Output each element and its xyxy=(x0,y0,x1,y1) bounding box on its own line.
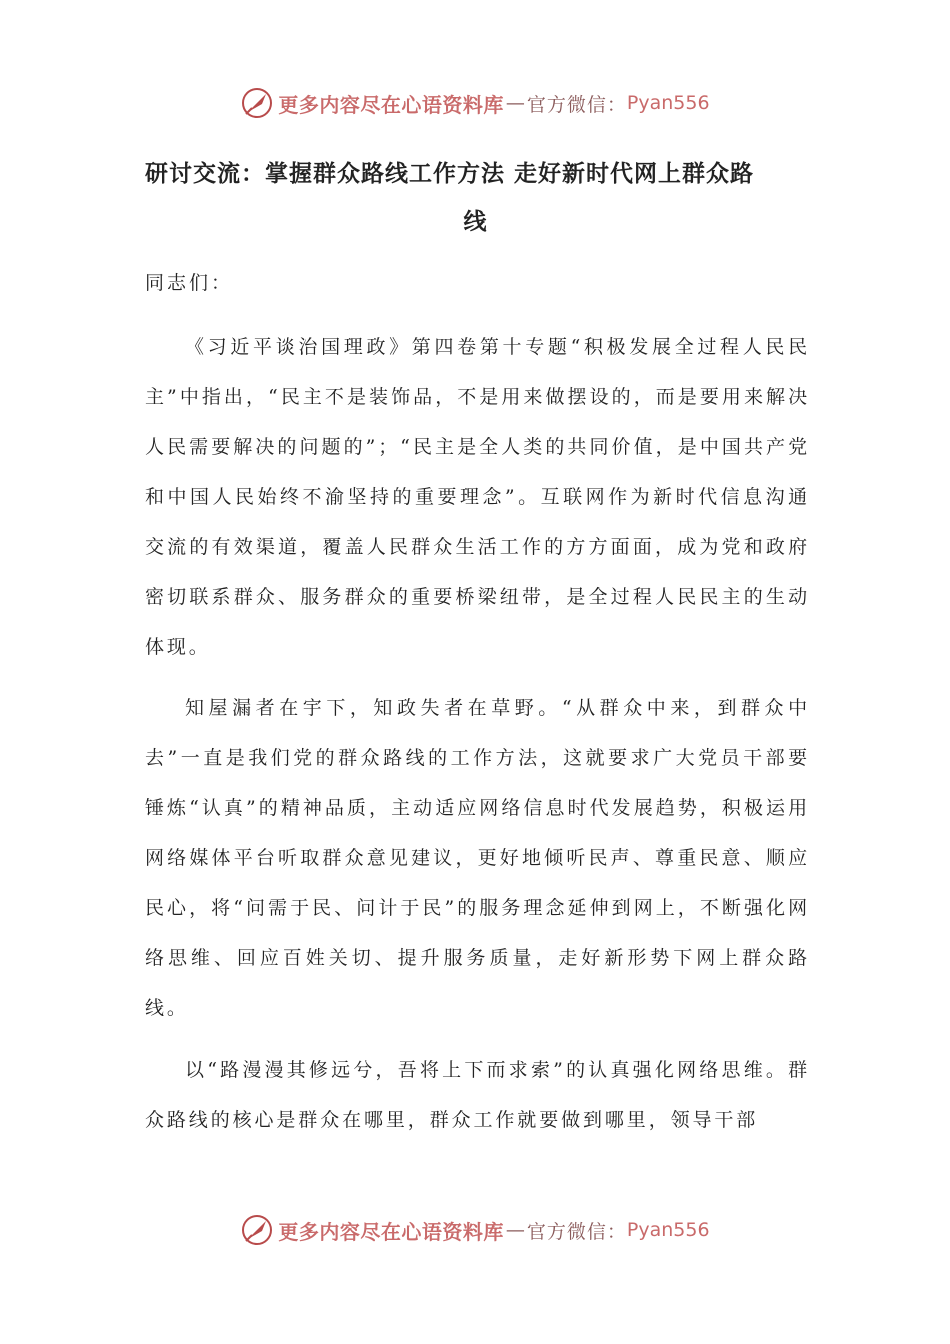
document-title xyxy=(145,150,805,246)
paragraph-3: 以“路漫漫其修远兮，吾将上下而求索”的认真强化网络思维。群众路线的核心是群众在哪里，群众工作就要做到哪里，领导干部 xyxy=(145,1059,810,1131)
banner-wechat-id: Pyan556 xyxy=(626,92,710,114)
banner-brand-text: 更多内容尽在心语资料库 xyxy=(278,92,504,117)
banner-brand-text: 更多内容尽在心语资料库 xyxy=(278,1219,504,1244)
quill-logo-icon xyxy=(240,86,274,120)
banner-wechat-label: 官方微信： xyxy=(526,93,627,116)
banner-wechat-label: 官方微信： xyxy=(526,1220,627,1243)
paragraph-2: 知屋漏者在宇下，知政失者在草野。“从群众中来，到群众中去”一直是我们党的群众路线的工作方法，这就要求广大党员干部要锤炼“认真”的精神品质，主动适应网络信息时代发展趋势，积极运用网络媒体平台听取群众意见建议，更好地倾听民声、尊重民意、顺应民心，将“问需于民、问计于民”的服务理念延伸到网上，不断强化网络思维、回应百姓关切、提升服务质量，走好新形势下网上群众路线。 xyxy=(145,697,810,1019)
paragraph-1: 《习近平谈治国理政》第四卷第十专题“积极发展全过程人民民主”中指出，“民主不是装饰品，不是用来做摆设的，而是要用来解决人民需要解决的问题的”；“民主是全人类的共同价值，是中国共产党和中国人民始终不渝坚持的重要理念”。互联网作为新时代信息沟通交流的有效渠道，覆盖人民群众生活工作的方方面面，成为党和政府密切联系群众、服务群众的重要桥梁纽带，是全过程人民民主的生动体现。 xyxy=(145,336,810,658)
banner-wechat-id: Pyan556 xyxy=(626,1219,710,1241)
quill-logo-icon xyxy=(240,1213,274,1247)
title-line-2: 线 xyxy=(463,209,487,235)
banner-separator: — xyxy=(505,92,525,114)
salutation: 同志们： xyxy=(145,272,234,294)
header-banner xyxy=(0,83,950,123)
banner-separator: — xyxy=(505,1219,525,1241)
title-line-1: 研讨交流：掌握群众路线工作方法 走好新时代网上群众路 xyxy=(145,161,755,187)
footer-banner xyxy=(0,1210,950,1250)
